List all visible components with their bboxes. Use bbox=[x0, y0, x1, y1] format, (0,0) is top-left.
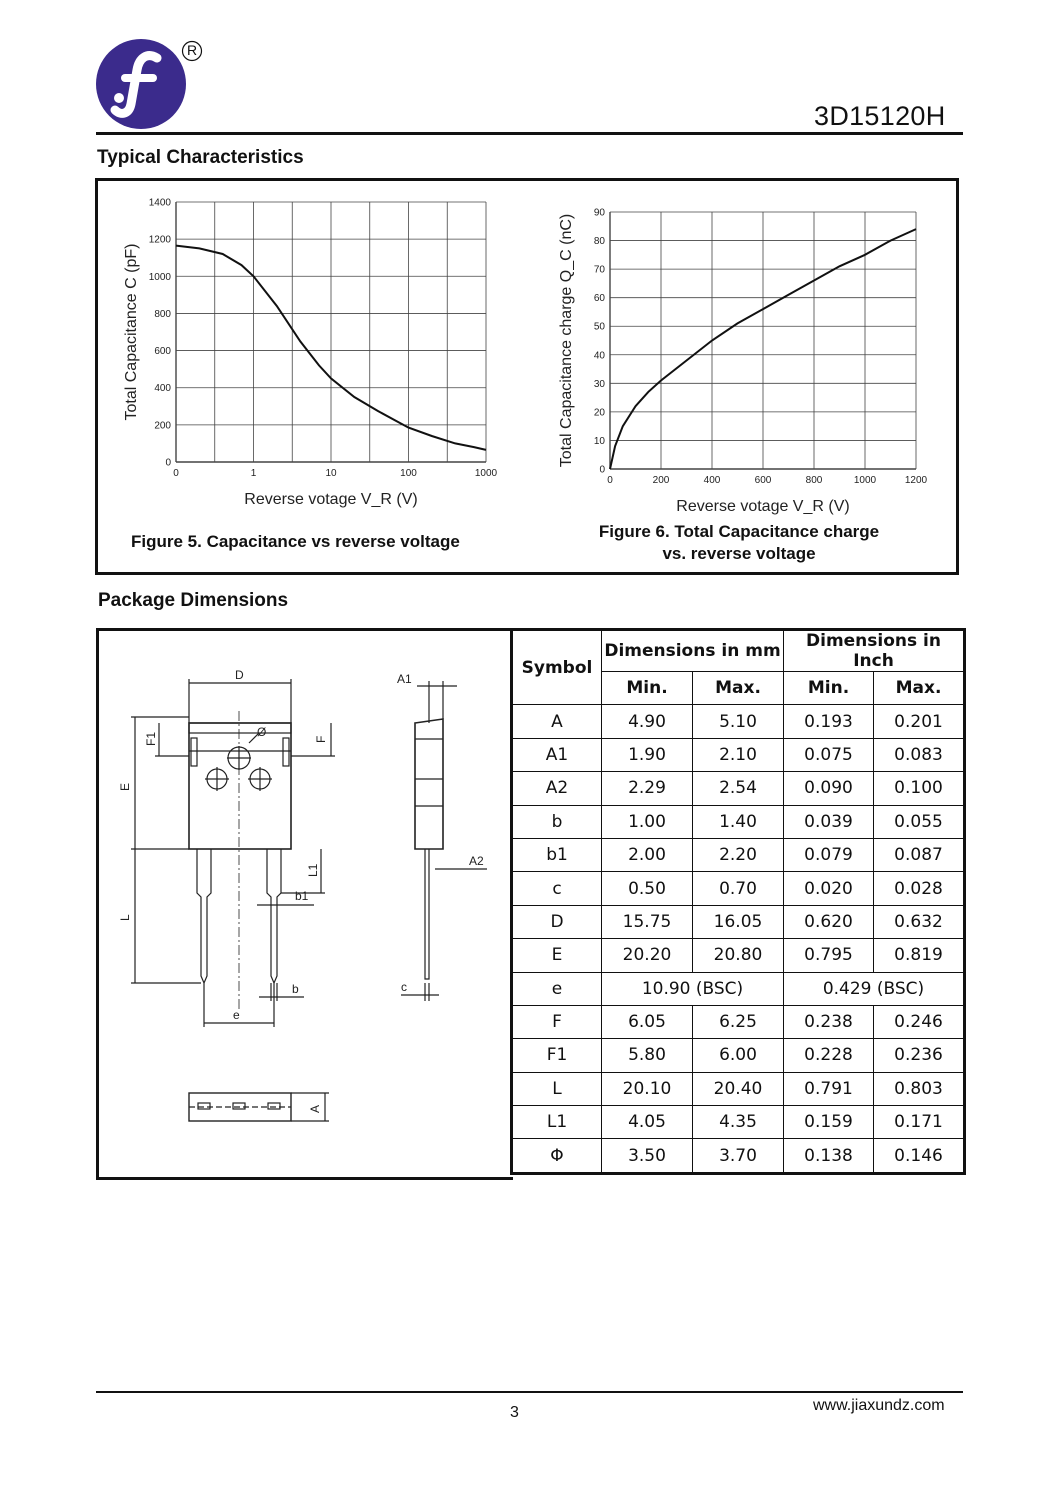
table-cell: 0.028 bbox=[874, 872, 965, 905]
x-tick-label: 0 bbox=[173, 468, 179, 479]
table-cell: F bbox=[512, 1005, 602, 1038]
label-b: b bbox=[292, 982, 299, 996]
label-c: c bbox=[401, 980, 407, 994]
x-tick-label: 10 bbox=[325, 468, 337, 479]
table-cell: 0.238 bbox=[784, 1005, 874, 1038]
table-row bbox=[512, 1139, 965, 1173]
y-tick-label: 30 bbox=[593, 378, 605, 390]
table-cell: 1.40 bbox=[693, 805, 784, 838]
table-cell: 0.791 bbox=[784, 1072, 874, 1105]
table-row bbox=[512, 738, 965, 771]
table-cell: 0.620 bbox=[784, 905, 874, 938]
table-cell: e bbox=[512, 972, 602, 1005]
label-E: E bbox=[118, 782, 132, 791]
table-cell: b1 bbox=[512, 838, 602, 871]
y-tick-label: 20 bbox=[593, 407, 605, 419]
table-cell: 2.00 bbox=[602, 838, 693, 871]
table-cell: F1 bbox=[512, 1039, 602, 1072]
table-cell: 0.100 bbox=[874, 772, 965, 805]
table-cell: 0.193 bbox=[784, 705, 874, 738]
figure6-caption-line1: Figure 6. Total Capacitance charge bbox=[598, 522, 880, 541]
x-tick-label: 1000 bbox=[853, 475, 877, 486]
y-tick-label: 800 bbox=[154, 308, 171, 320]
table-cell: 4.35 bbox=[693, 1106, 784, 1139]
table-cell: A1 bbox=[512, 738, 602, 771]
y-tick-label: 0 bbox=[599, 464, 605, 476]
y-tick-label: 50 bbox=[593, 321, 605, 333]
label-e: e bbox=[233, 1008, 240, 1022]
table-row bbox=[512, 1072, 965, 1105]
table-cell: L bbox=[512, 1072, 602, 1105]
dimensions-table bbox=[510, 628, 966, 1175]
table-cell: 2.10 bbox=[693, 738, 784, 771]
x-tick-label: 400 bbox=[703, 475, 721, 486]
y-tick-label: 0 bbox=[165, 457, 171, 469]
package-drawing-box bbox=[96, 628, 513, 1180]
x-axis-label: Reverse votage V_R (V) bbox=[676, 498, 850, 515]
part-number: 3D15120H bbox=[814, 101, 946, 131]
table-cell: 0.087 bbox=[874, 838, 965, 871]
table-cell: 0.055 bbox=[874, 805, 965, 838]
table-cell: 0.090 bbox=[784, 772, 874, 805]
table-cell: 0.039 bbox=[784, 805, 874, 838]
dimensions-table-body bbox=[512, 705, 965, 1173]
plot-area bbox=[594, 208, 928, 487]
table-row bbox=[512, 1106, 965, 1139]
figure5-caption: Figure 5. Capacitance vs reverse voltage bbox=[131, 532, 460, 551]
table-cell: 20.80 bbox=[693, 939, 784, 972]
table-cell: 0.632 bbox=[874, 905, 965, 938]
mm-header: Dimensions in mm bbox=[602, 630, 784, 672]
table-cell: E bbox=[512, 939, 602, 972]
table-cell: 0.201 bbox=[874, 705, 965, 738]
table-row bbox=[512, 1039, 965, 1072]
y-tick-label: 60 bbox=[593, 293, 605, 305]
label-A2: A2 bbox=[469, 854, 484, 868]
registered-mark: R bbox=[181, 40, 203, 62]
table-cell: 0.020 bbox=[784, 872, 874, 905]
label-b1: b1 bbox=[295, 889, 309, 903]
table-cell: 1.00 bbox=[602, 805, 693, 838]
label-A: A bbox=[308, 1104, 322, 1113]
x-tick-label: 1 bbox=[250, 468, 257, 479]
label-F: F bbox=[314, 735, 328, 743]
table-cell: 20.20 bbox=[602, 939, 693, 972]
figure6-caption bbox=[574, 521, 904, 565]
table-cell: 0.228 bbox=[784, 1039, 874, 1072]
table-cell: 0.246 bbox=[874, 1005, 965, 1038]
table-cell: 5.80 bbox=[602, 1039, 693, 1072]
x-tick-label: 800 bbox=[805, 475, 823, 486]
table-row bbox=[512, 872, 965, 905]
label-D: D bbox=[235, 668, 244, 682]
table-row bbox=[512, 1005, 965, 1038]
table-cell: 0.075 bbox=[784, 738, 874, 771]
table-cell: 16.05 bbox=[693, 905, 784, 938]
mm-min-header: Min. bbox=[602, 672, 693, 705]
table-row bbox=[512, 838, 965, 871]
table-cell: 1.90 bbox=[602, 738, 693, 771]
x-axis-label: Reverse votage V_R (V) bbox=[244, 491, 418, 508]
table-cell: 3.70 bbox=[693, 1139, 784, 1173]
x-tick-label: 1000 bbox=[474, 468, 498, 479]
page-number: 3 bbox=[510, 1404, 519, 1421]
table-cell: L1 bbox=[512, 1106, 602, 1139]
table-cell: D bbox=[512, 905, 602, 938]
table-cell: 6.25 bbox=[693, 1005, 784, 1038]
label-L1: L1 bbox=[306, 863, 320, 877]
table-cell: 0.171 bbox=[874, 1106, 965, 1139]
table-cell: 2.20 bbox=[693, 838, 784, 871]
table-cell: 6.05 bbox=[602, 1005, 693, 1038]
x-tick-label: 1200 bbox=[904, 475, 928, 486]
figure6-caption-line2: vs. reverse voltage bbox=[662, 544, 816, 563]
table-cell: 0.159 bbox=[784, 1106, 874, 1139]
table-cell: 20.40 bbox=[693, 1072, 784, 1105]
y-tick-label: 10 bbox=[593, 435, 605, 447]
table-cell: Φ bbox=[512, 1139, 602, 1173]
inch-min-header: Min. bbox=[784, 672, 874, 705]
table-cell: 3.50 bbox=[602, 1139, 693, 1173]
table-cell: 0.083 bbox=[874, 738, 965, 771]
package-outline-drawing bbox=[99, 631, 513, 1177]
website-link[interactable]: www.jiaxundz.com bbox=[813, 1397, 945, 1414]
table-cell: 20.10 bbox=[602, 1072, 693, 1105]
table-row bbox=[512, 772, 965, 805]
table-cell: 0.50 bbox=[602, 872, 693, 905]
footer-rule bbox=[96, 1391, 963, 1393]
table-cell: 0.795 bbox=[784, 939, 874, 972]
section-title-package: Package Dimensions bbox=[98, 590, 289, 611]
table-cell: 0.138 bbox=[784, 1139, 874, 1173]
table-row bbox=[512, 805, 965, 838]
table-cell: 4.05 bbox=[602, 1106, 693, 1139]
label-F1: F1 bbox=[144, 731, 158, 746]
y-tick-label: 80 bbox=[593, 236, 605, 248]
table-cell: b bbox=[512, 805, 602, 838]
x-tick-label: 200 bbox=[652, 475, 670, 486]
y-tick-label: 1000 bbox=[148, 271, 171, 283]
header-rule bbox=[96, 132, 963, 135]
table-cell: 0.079 bbox=[784, 838, 874, 871]
y-tick-label: 200 bbox=[154, 420, 171, 432]
capacitance-chart bbox=[118, 190, 508, 520]
table-cell: 0.803 bbox=[874, 1072, 965, 1105]
table-cell: 2.29 bbox=[602, 772, 693, 805]
inch-max-header: Max. bbox=[874, 672, 965, 705]
table-cell: 0.146 bbox=[874, 1139, 965, 1173]
section-title-typical: Typical Characteristics bbox=[97, 147, 304, 168]
y-tick-label: 600 bbox=[154, 346, 171, 358]
label-L: L bbox=[118, 914, 132, 921]
table-row bbox=[512, 705, 965, 738]
y-axis-label: Total Capacitance charge Q_C (nC) bbox=[558, 213, 575, 468]
y-tick-label: 1200 bbox=[148, 234, 171, 246]
plot-area bbox=[149, 198, 498, 480]
y-tick-label: 40 bbox=[593, 350, 605, 362]
table-cell: 15.75 bbox=[602, 905, 693, 938]
table-cell: c bbox=[512, 872, 602, 905]
y-tick-label: 90 bbox=[593, 207, 605, 219]
company-f-logo-icon bbox=[95, 38, 187, 130]
table-cell: 10.90 (BSC) bbox=[602, 972, 784, 1005]
y-tick-label: 400 bbox=[154, 383, 171, 395]
symbol-header: Symbol bbox=[512, 630, 602, 705]
table-row bbox=[512, 972, 965, 1005]
table-cell: 0.236 bbox=[874, 1039, 965, 1072]
charge-chart bbox=[553, 195, 933, 517]
inch-header: Dimensions in Inch bbox=[784, 630, 965, 672]
table-cell: 0.429 (BSC) bbox=[784, 972, 965, 1005]
label-A1: A1 bbox=[397, 672, 412, 686]
label-phi: Ø bbox=[257, 725, 267, 739]
table-cell: 4.90 bbox=[602, 705, 693, 738]
table-cell: 0.70 bbox=[693, 872, 784, 905]
x-tick-label: 100 bbox=[400, 468, 417, 479]
table-row bbox=[512, 905, 965, 938]
table-cell: 0.819 bbox=[874, 939, 965, 972]
y-tick-label: 1400 bbox=[148, 197, 171, 209]
mm-max-header: Max. bbox=[693, 672, 784, 705]
table-cell: 5.10 bbox=[693, 705, 784, 738]
x-tick-label: 0 bbox=[607, 475, 613, 486]
x-tick-label: 600 bbox=[754, 475, 772, 486]
table-cell: A2 bbox=[512, 772, 602, 805]
table-cell: A bbox=[512, 705, 602, 738]
table-cell: 6.00 bbox=[693, 1039, 784, 1072]
table-row bbox=[512, 939, 965, 972]
table-cell: 2.54 bbox=[693, 772, 784, 805]
y-axis-label: Total Capacitance C (pF) bbox=[123, 243, 140, 421]
y-tick-label: 70 bbox=[593, 264, 605, 276]
